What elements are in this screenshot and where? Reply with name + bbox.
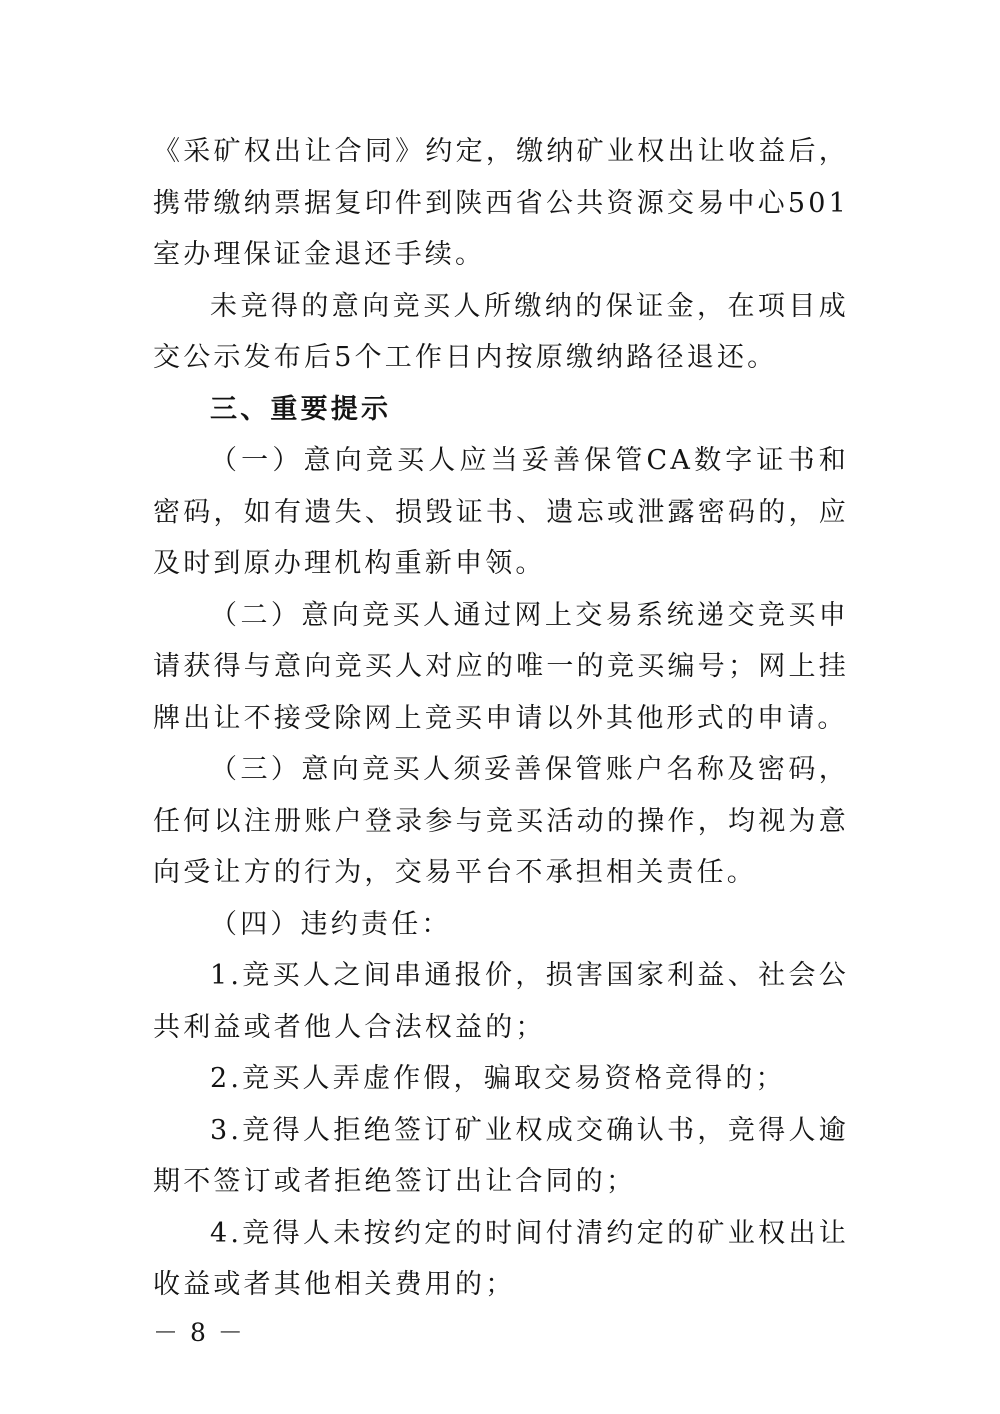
note-account-security: （三）意向竞买人须妥善保管账户名称及密码，任何以注册账户登录参与竞买活动的操作，均视为意向受让方的行为，交易平台不承担相关责任。 <box>153 754 849 888</box>
paragraph-deposit-refund-others: 未竞得的意向竞买人所缴纳的保证金，在项目成交公示发布后5个工作日内按原缴纳路径退还。 <box>153 290 849 373</box>
breach-item-1: 1.竞买人之间串通报价，损害国家利益、社会公共利益或者他人合法权益的； <box>153 960 849 1043</box>
note-ca-certificate: （一）意向竞买人应当妥善保管CA数字证书和密码，如有遗失、损毁证书、遗忘或泄露密码的，应及时到原办理机构重新申领。 <box>153 445 849 579</box>
note-bid-number: （二）意向竞买人通过网上交易系统递交竞买申请获得与意向竞买人对应的唯一的竞买编号；网上挂牌出让不接受除网上竞买申请以外其他形式的申请。 <box>153 599 849 734</box>
document-body <box>153 126 849 1311</box>
breach-item-3: 3.竞得人拒绝签订矿业权成交确认书，竞得人逾期不签订或者拒绝签订出让合同的； <box>153 1114 849 1197</box>
note-breach-liability: （四）违约责任： <box>210 908 452 940</box>
breach-item-2: 2.竞买人弄虚作假，骗取交易资格竞得的； <box>210 1063 786 1094</box>
page-number: － 8 － <box>153 1318 245 1347</box>
breach-item-4: 4.竞得人未按约定的时间付清约定的矿业权出让收益或者其他相关费用的； <box>153 1217 849 1300</box>
section-heading-important-notes: 三、重要提示 <box>210 393 392 425</box>
paragraph-deposit-refund-winner: 《采矿权出让合同》约定，缴纳矿业权出让收益后，携带缴纳票据复印件到陕西省公共资源交易中心501室办理保证金退还手续。 <box>153 136 849 270</box>
